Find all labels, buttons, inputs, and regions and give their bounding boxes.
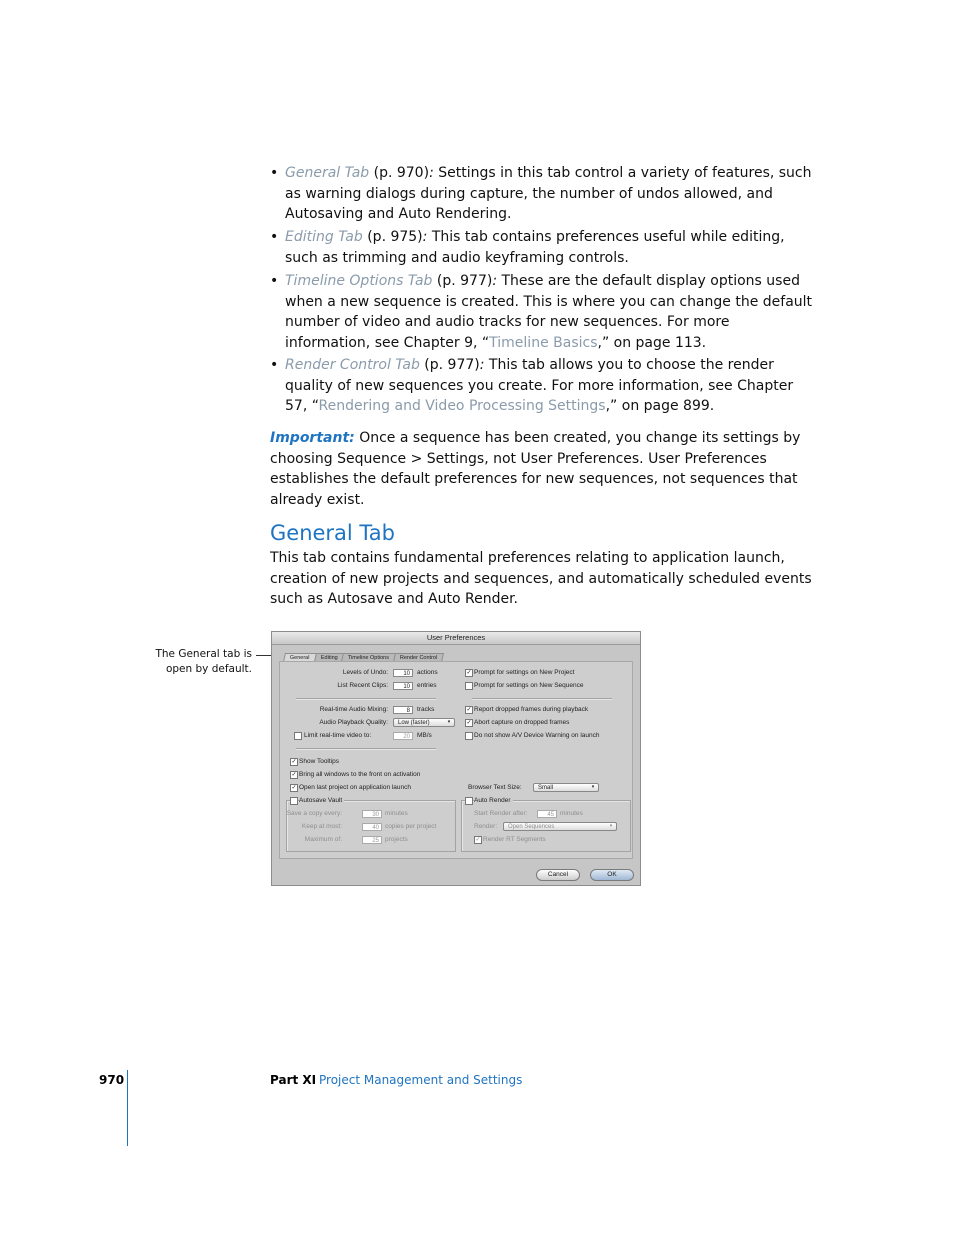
autosave-vault-checkbox[interactable] [290,797,298,805]
keep-at-most-label: Keep at most: [301,823,342,830]
browser-text-size-select[interactable]: Small ▾ [533,783,599,792]
prompt-new-project-checkbox[interactable]: ✓ [466,670,472,676]
no-avdevice-warning-checkbox[interactable] [465,732,473,740]
updown-arrows-icon: ▾ [447,719,451,725]
bullet-dot: • [270,165,279,181]
save-copy-label: Save a copy every: [286,810,342,817]
cancel-button[interactable]: Cancel [536,869,580,881]
divider [296,748,436,750]
prompt-new-sequence-label: Prompt for settings on New Sequence [474,682,584,689]
general-panel [279,661,633,859]
important-label: Important: [270,430,355,446]
limit-video-unit: MB/s [417,732,432,739]
levels-of-undo-label: Levels of Undo: [342,669,388,676]
save-copy-field[interactable]: 30 [362,810,382,818]
render-rt-segments-checkbox[interactable]: ✓ [475,837,481,843]
show-tooltips-label: Show Tooltips [299,758,339,765]
keep-at-most-unit: copies per project [385,823,437,830]
tab-render-control[interactable]: Render Control [393,653,444,662]
levels-of-undo-field[interactable]: 10 [393,669,413,677]
keep-at-most-field[interactable]: 40 [362,823,382,831]
updown-arrows-icon: ▾ [609,823,613,829]
show-tooltips-checkbox[interactable]: ✓ [291,759,297,765]
audio-mixing-label: Real-time Audio Mixing: [319,706,388,713]
bring-windows-checkbox[interactable]: ✓ [291,772,297,778]
save-copy-unit: minutes [385,810,408,817]
tab-editing[interactable]: Editing [314,653,345,662]
playback-quality-select[interactable]: Low (faster) ▾ [393,718,455,727]
bring-windows-label: Bring all windows to the front on activation [299,771,421,778]
audio-mixing-unit: tracks [417,706,435,713]
bullet-dot: • [270,229,279,245]
maximum-of-unit: projects [385,836,408,843]
playback-quality-label: Audio Playback Quality: [319,719,388,726]
limit-video-field[interactable]: 20 [393,732,413,740]
section-intro: This tab contains fundamental preferences relating to application launch, creation of new projects and sequences, and automatically scheduled events such as Autosave and Auto Render. [270,550,812,607]
start-render-unit: minutes [560,810,583,817]
start-render-label: Start Render after: [474,810,528,817]
audio-mixing-field[interactable]: 8 [393,706,413,714]
render-rt-segments-label: Render RT Segments [483,836,546,843]
dialog-title: User Preferences [272,632,640,645]
tab-timeline-options[interactable]: Timeline Options [341,653,396,662]
recent-clips-field[interactable]: 10 [393,682,413,690]
open-last-project-label: Open last project on application launch [299,784,412,791]
list-item: • Render Control Tab (p. 977): This tab allows you to choose the render quality of new sequences you create. For more information, see Chapter 57, “Rendering and Video Processing Settings,” on page 899. [270,357,794,414]
list-item: • Timeline Options Tab (p. 977): These are the default display options used when a new sequence is created. This is where you can change the default number of video and audio tracks for new sequences. For more information, see Chapter 9, “Timeline Basics,” on page 113. [270,273,813,351]
no-avdevice-warning-label: Do not show A/V Device Warning on launch [474,732,600,739]
report-dropped-label: Report dropped frames during playback [474,706,589,713]
callout-text: The General tab is open by default. [155,648,252,675]
recent-clips-unit: entries [417,682,437,689]
report-dropped-checkbox[interactable]: ✓ [466,707,472,713]
maximum-of-label: Maximum of: [304,836,342,843]
prompt-new-project-label: Prompt for settings on New Project [474,669,575,676]
browser-text-size-label: Browser Text Size: [468,784,522,791]
divider [296,698,436,700]
timeline-basics-link[interactable]: Timeline Basics [489,334,598,351]
prompt-new-sequence-checkbox[interactable] [465,682,473,690]
ok-button[interactable]: OK [590,869,634,881]
auto-render-label: Auto Render [474,797,511,804]
tab-general[interactable]: General [283,653,316,662]
list-item: • General Tab (p. 970): Settings in this tab control a variety of features, such as warning dialogs during capture, the number of undos allowed, and Autosaving and Auto Rendering. [270,165,812,222]
part-label: Part XI [270,1073,317,1087]
timeline-options-tab-link[interactable]: Timeline Options Tab [285,273,433,289]
bullet-dot: • [270,357,279,373]
user-preferences-dialog [271,631,641,886]
part-title: Project Management and Settings [319,1073,523,1087]
page-number: 970 [99,1073,125,1087]
render-label: Render: [474,823,498,830]
render-select[interactable]: Open Sequences ▾ [503,822,617,831]
updown-arrows-icon: ▾ [591,784,595,790]
autosave-vault-label: Autosave Vault [299,797,343,804]
render-control-tab-link[interactable]: Render Control Tab [285,357,420,373]
footer-rule [127,1070,128,1146]
limit-video-checkbox[interactable] [294,732,302,740]
general-tab-link[interactable]: General Tab [285,165,370,181]
auto-render-checkbox[interactable] [465,797,473,805]
maximum-of-field[interactable]: 25 [362,836,382,844]
open-last-project-checkbox[interactable]: ✓ [291,785,297,791]
divider [472,698,612,700]
abort-capture-checkbox[interactable]: ✓ [466,720,472,726]
start-render-field[interactable]: 45 [537,810,557,818]
abort-capture-label: Abort capture on dropped frames [474,719,570,726]
list-item: • Editing Tab (p. 975): This tab contains preferences useful while editing, such as trimming and audio keyframing controls. [270,229,785,266]
important-note: Important: Once a sequence has been created, you change its settings by choosing Sequence > Settings, not User Preferences. User Preferences establishes the default preferences for new sequences, not sequences that already exist. [270,430,801,508]
section-heading: General Tab [270,521,395,545]
levels-of-undo-unit: actions [417,669,438,676]
recent-clips-label: List Recent Clips: [337,682,388,689]
bullet-dot: • [270,273,279,289]
limit-video-label: Limit real-time video to: [304,732,372,739]
rendering-settings-link[interactable]: Rendering and Video Processing Settings [318,398,606,414]
editing-tab-link[interactable]: Editing Tab [285,229,363,245]
